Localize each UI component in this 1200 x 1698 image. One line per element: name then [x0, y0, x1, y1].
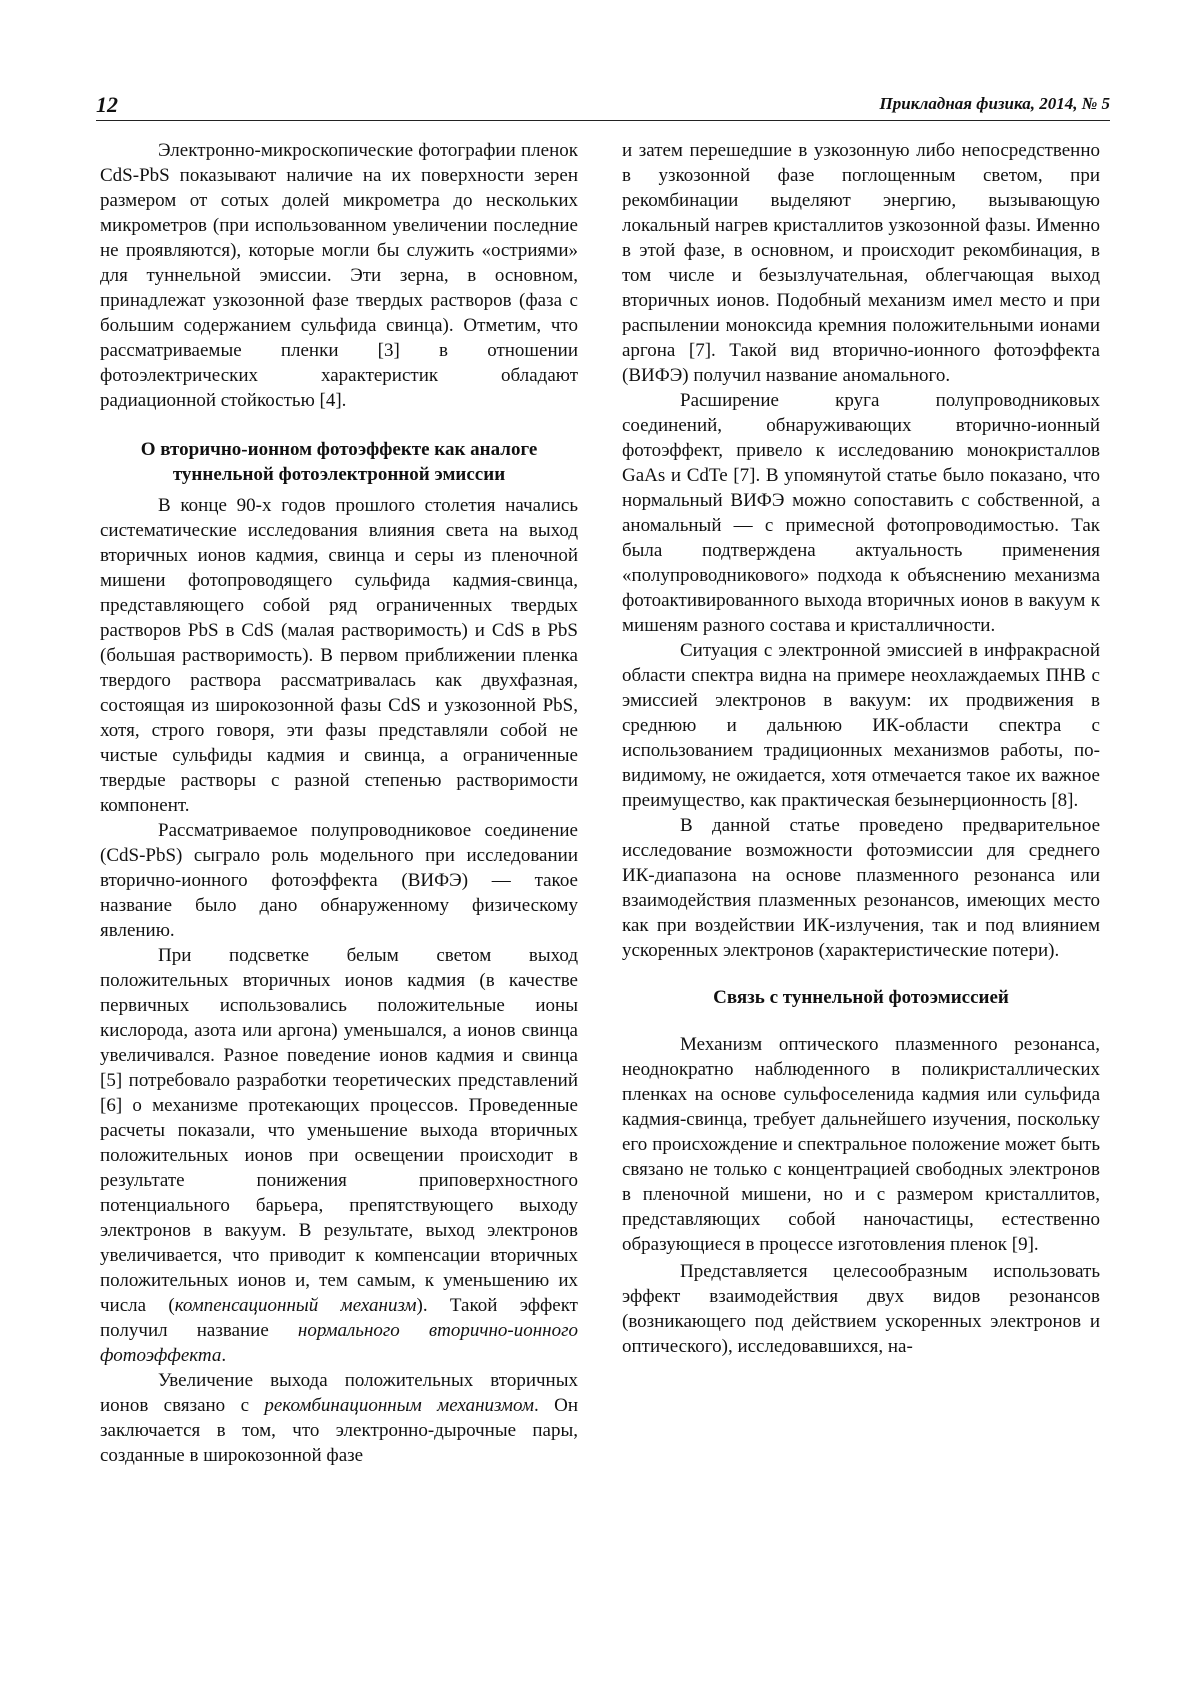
paragraph — [100, 1368, 578, 1468]
page-number: 12 — [96, 92, 118, 117]
emphasis-term: нормального вторично-ионного фотоэффекта — [100, 1320, 578, 1366]
text-run: Увеличение выхода положительных вторичных ионов связано с — [100, 1370, 578, 1416]
right-column — [622, 138, 1100, 1359]
text-run: . Он заключается в том, что электронно-дырочные пары, созданные в широкозонной фазе — [100, 1395, 578, 1466]
paragraph: Механизм оптического плазменного резонанса, неоднократно наблюденного в поликристаллических пленках на основе сульфоселенида кадмия или сульфида кадмия-свинца, требует дальнейшего изучения, поскольку его происхождение и спектральное положение может быть связано не только с концентрацией свободных электронов в пленочной мишени, но и с размером кристаллитов, представляющих собой наночастицы, естественно образующиеся в процессе изготовления пленок [9]. — [622, 1034, 1100, 1255]
section-heading: Связь с туннельной фотоэмиссией — [713, 987, 1009, 1008]
left-column — [100, 138, 578, 1468]
paragraph: Ситуация с электронной эмиссией в инфракрасной области спектра видна на примере неохлаждаемых ПНВ с эмиссией электронов в вакуум: их продвижения в среднюю и дальнюю ИК-области спектра с использованием традиционных механизмов работы, по-видимому, не ожидается, хотя отмечается такое их важное преимущество, как практическая безынерционность [8]. — [622, 640, 1100, 811]
text-run: При подсветке белым светом выход положительных вторичных ионов кадмия (в качестве первичных использовались положительные ионы кислорода, азота или аргона) уменьшался, а ионов свинца увеличивался. Разное поведение ионов кадмия и свинца [5] потребовало разработки теоретических представлений [6] о механизме протекающих процессов. Проведенные расчеты показали, что уменьшение выхода вторичных положительных ионов при освещении происходит в результате понижения приповерхностного потенциального барьера, препятствующего выходу электронов в вакуум. В результате, выход электронов увеличивается, что приводит к компенсации вторичных положительных ионов и, тем самым, к уменьшению их числа ( — [100, 945, 578, 1316]
paragraph: Рассматриваемое полупроводниковое соединение (CdS-PbS) сыграло роль модельного при исследовании вторично-ионного фотоэффекта (ВИФЭ) — такое название было дано обнаруженному физическому явлению. — [100, 820, 578, 941]
paragraph: Представляется целесообразным использовать эффект взаимодействия двух видов резонансов (возникающего под действием ускоренных электронов и оптического), исследовавшихся, на- — [622, 1261, 1100, 1357]
page-header — [96, 92, 1110, 121]
paragraph — [100, 943, 578, 1368]
paragraph: В конце 90-х годов прошлого столетия начались систематические исследования влияния света на выход вторичных ионов кадмия, свинца и серы из пленочной мишени фотопроводящего сульфида кадмия-свинца, представляющего собой ряд ограниченных твердых растворов PbS в CdS (малая растворимость) и CdS в PbS (большая растворимость). В первом приближении пленка твердого раствора рассматривалась как двухфазная, состоящая из широкозонной фазы CdS и узкозонной PbS, хотя, строго говоря, эти фазы представляли собой не чистые сульфиды кадмия и свинца, а ограниченные твердые растворы с разной степенью растворимости компонент. — [100, 495, 578, 816]
paragraph: Электронно-микроскопические фотографии пленок CdS-PbS показывают наличие на их поверхности зерен размером от сотых долей микрометра до нескольких микрометров (при использованном увеличении последние не проявляются), которые могли бы служить «остриями» для туннельной эмиссии. Эти зерна, в основном, принадлежат узкозонной фазе твердых растворов (фаза с большим содержанием сульфида свинца). Отметим, что рассматриваемые пленки [3] в отношении фотоэлектрических характеристик обладают радиационной стойкостью [4]. — [100, 140, 578, 411]
emphasis-term: компенсационный механизм — [174, 1295, 417, 1316]
paragraph: Расширение круга полупроводниковых соединений, обнаруживающих вторично-ионный фотоэффект, привело к исследованию монокристаллов GaAs и CdTe [7]. В упомянутой статье было показано, что нормальный ВИФЭ можно сопоставить с собственной, а аномальный — с примесной фотопроводимостью. Так была подтверждена актуальность применения «полупроводникового» подхода к объяснению механизма фотоактивированного выхода вторичных ионов в вакуум к мишеням разного состава и кристалличности. — [622, 390, 1100, 636]
journal-citation: Прикладная физика, 2014, № 5 — [879, 94, 1110, 113]
emphasis-term: рекомбинационным механизмом — [264, 1395, 534, 1416]
paragraph: и затем перешедшие в узкозонную либо непосредственно в узкозонной фазе поглощенным светом, при рекомбинации выделяют энергию, вызывающую локальный нагрев кристаллитов узкозонной фазы. Именно в этой фазе, в основном, и происходит рекомбинация, в том числе и безызлучательная, облегчающая выход вторичных ионов. Подобный механизм имел место и при распылении моноксида кремния положительными ионами аргона [7]. Такой вид вторично-ионного фотоэффекта (ВИФЭ) получил название аномального. — [622, 140, 1100, 386]
section-heading: О вторично-ионном фотоэффекте как аналоге туннельной фотоэлектронной эмиссии — [140, 439, 538, 485]
text-run: ). Такой эффект получил название — [100, 1295, 578, 1341]
paragraph: В данной статье проведено предварительное исследование возможности фотоэмиссии для среднего ИК-диапазона на основе плазменного резонанса или взаимодействия плазменных резонансов, имеющих место как при воздействии ИК-излучения, так и под влиянием ускоренных электронов (характеристические потери). — [622, 815, 1100, 961]
text-run: . — [221, 1345, 227, 1366]
